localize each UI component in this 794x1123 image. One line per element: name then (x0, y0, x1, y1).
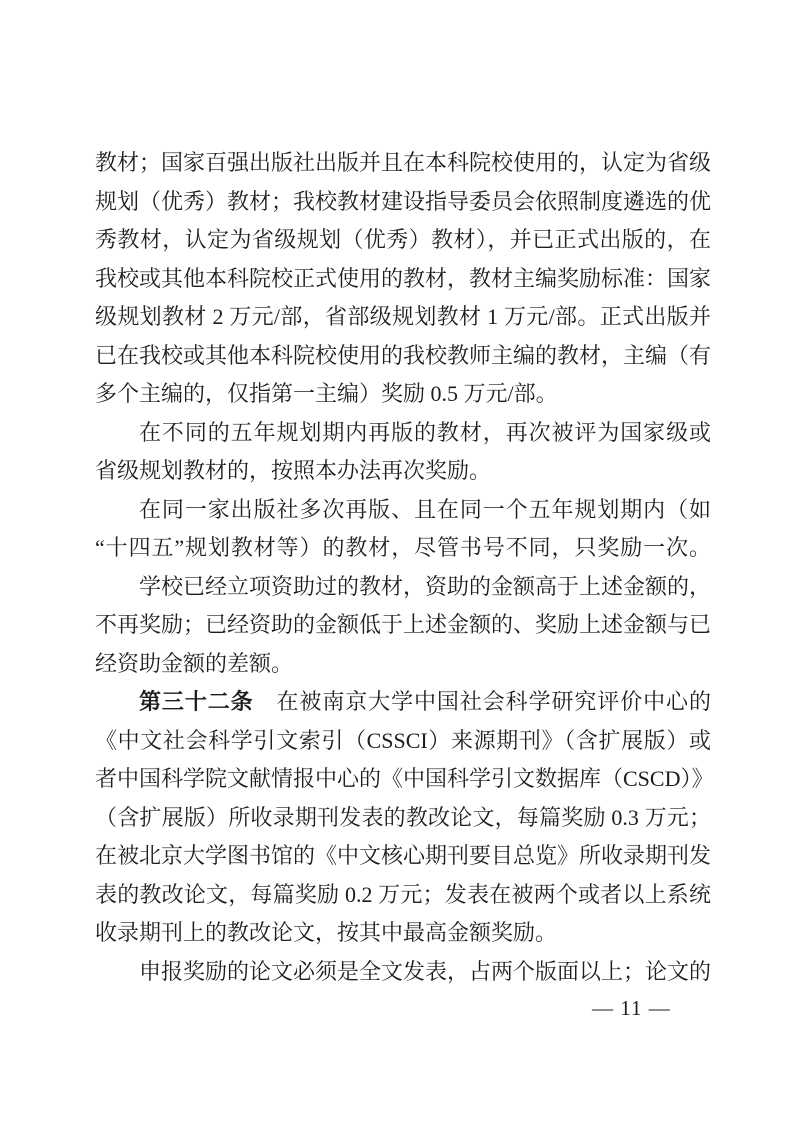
text-line: 经资助金额的差额。 (95, 650, 294, 676)
text-line: 在不同的五年规划期内再版的教材，再次被评为国家级或 (139, 419, 711, 445)
text-line: 规划（优秀）教材；我校教材建设指导委员会依照制度遴选的优 (95, 188, 712, 214)
text-line: 不再奖励；已经资助的金额低于上述金额的、奖励上述金额与已 (95, 612, 712, 637)
text-line: 教材；国家百强出版社出版并且在本科院校使用的，认定为省级 (95, 150, 712, 175)
text-line: 在被北京大学图书馆的《中文核心期刊要目总览》所收录期刊发 (95, 843, 712, 868)
text-line: 省级规划教材的，按照本办法再次奖励。 (95, 458, 492, 483)
text-line: 学校已经立项资助过的教材，资助的金额高于上述金额的， (139, 573, 712, 599)
text-line: 级规划教材 2 万元/部，省部级规划教材 1 万元/部。正式出版并 (95, 304, 711, 329)
text-line: 申报奖励的论文必须是全文发表，占两个版面以上；论文的 (139, 958, 712, 984)
article-number: 第三十二条 (139, 689, 254, 714)
text-line: 者中国科学院文献情报中心的《中国科学引文数据库（CSCD）》 (95, 766, 714, 791)
text-line: 表的教改论文，每篇奖励 0.2 万元；发表在被两个或者以上系统 (95, 881, 711, 907)
text-line: 多个主编的，仅指第一主编）奖励 0.5 万元/部。 (95, 381, 558, 406)
text-line: 我校或其他本科院校正式使用的教材，教材主编奖励标准：国家 (95, 265, 712, 291)
text-line: 《中文社会科学引文索引（CSSCI）来源期刊》（含扩展版）或 (95, 727, 711, 753)
document-body (95, 144, 714, 991)
text-line: “十四五”规划教材等）的教材，尽管书号不同，只奖励一次。 (95, 535, 711, 560)
text-line: 秀教材，认定为省级规划（优秀）教材），并已正式出版的，在 (95, 227, 711, 252)
text-line: 已在我校或其他本科院校使用的我校教师主编的教材，主编（有 (95, 342, 712, 368)
text-line: 在同一家出版社多次再版、且在同一个五年规划期内（如 (139, 496, 711, 522)
text-line: 第三十二条 在被南京大学中国社会科学研究评价中心的 (139, 689, 711, 714)
text-line: 收录期刊上的教改论文，按其中最高金额奖励。 (95, 920, 558, 945)
page-number: — 11 — (592, 996, 671, 1020)
text-line: （含扩展版）所收录期刊发表的教改论文，每篇奖励 0.3 万元； (95, 804, 711, 830)
